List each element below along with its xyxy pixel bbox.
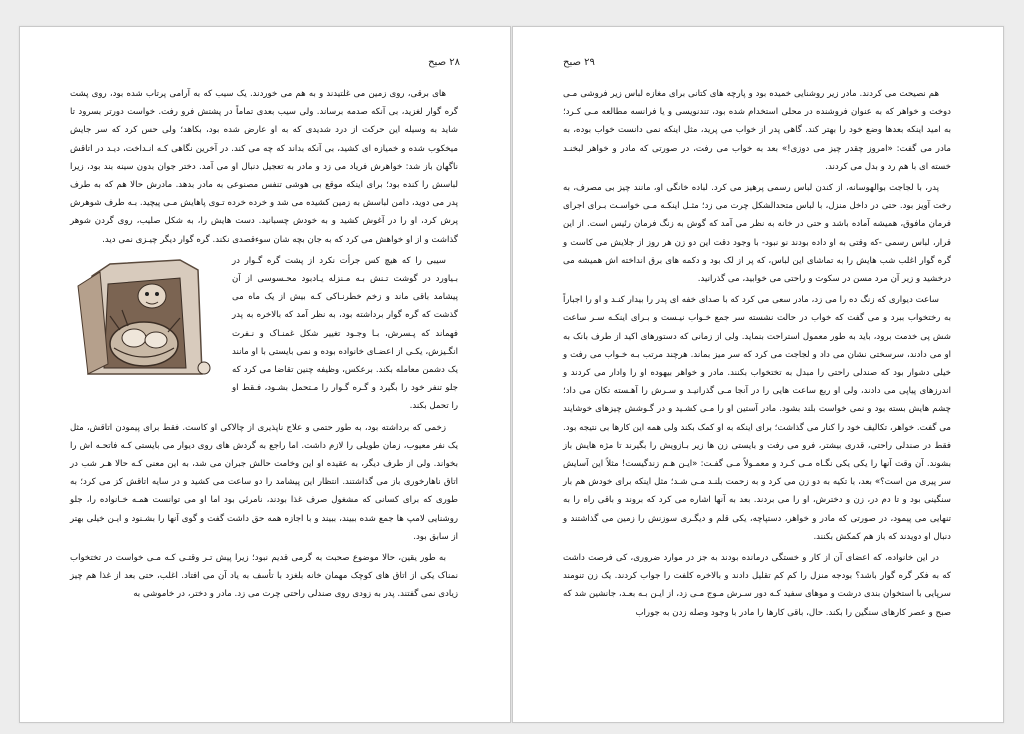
page-number-label: ۲۹ صبح <box>563 57 595 68</box>
page-header-left <box>428 57 460 68</box>
left-page <box>19 26 511 723</box>
gregor-illustration-icon <box>70 256 222 376</box>
illustration-image <box>70 256 222 376</box>
right-page <box>512 26 1004 723</box>
paragraph: پدر، با لجاجت بوالهوسانه، از کندن لباس رسمی پرهیز می کرد. لباده خانگی او، مانند چیز بی مصرف، به رخت آویز بود. حتی در داخل منزل، با لباس متحدالشکل چرت می زد؛ مثـل اینکـه مـی خواسـت بـرای اجرای فرمان مافوق، همیشه آماده باشد و حتی در خانه به نظر می آمد که گوش به زنگ فرمان رئیس است. از این قرار، لباس رسمی -که وقتی به او داده بودند نو نبود- با وجود دقت این دو زن هر روز از جلایش می کاست و گره گوار اغلب شب هایش را به تماشای این لباس، که پر از لک بود و دکمه های برق انداخته اش همیشه می درخشید و زیر آن مرد مسن در سکوت و راحتی می خوابید، می گذرانید. <box>563 183 951 285</box>
paragraph: زخمی که برداشته بود، به طور حتمی و علاج ناپذیری از چالاکی او کاست. فقط برای پیمودن اتاقش، مثل یک نفر معیوب، زمان طویلی را لازم داشت. اما راجع به گردش های روی دیوار می بایستی کـه فاتحـه اش را بخواند. ولی از طرف دیگر، به عقیده او این وخامت حالش جبران می شد، به این معنی کـه حالا هـر شب در اتاق ناهارخوری باز می گذاشتند. انتظار این پیشامد را دو ساعت می کشید و در سایه اتاقش کز می کرد؛ به طوری که برای کسانی که مشغول صرف غذا بودند، نامرئی بود اما او می توانست همـه خـانواده را، جلو روشنایی لامپ ها جمع شده ببیند، ببیند و با اجازه همه حق داشت گفت و گوی آنها را بشـنود و ایـن خیلی بهتر از سابق بود. <box>70 422 458 542</box>
page-header-right <box>563 57 595 68</box>
paragraph: های برقی، روی زمین می غلتیدند و به هم می خوردند. یک سیب که به آرامی پرتاب شده بود، روی پشت گره گوار لغزید، بی آنکه صدمه برساند. ولی سیب بعدی تماماً در پشتش فرو رفت. خواست دورتر بسرود تا شاید به وسیله این حرکت از درد شدیدی که به او عارض شده بود، بکاهد؛ ولی حس کرد که سر جایش میخکوب شده و خمیازه ای کشید، بی آنکه بداند که چه می کند. در آخرین نگاهی کـه انـداخت، دیـد در اتاقش ناگهان باز شد: خواهرش فریاد می زد و مادر به تعجیل دنبال او می آمد. دختر جوان بدون سینه بند بود، زیرا لباسش را کنده بود؛ برای اینکه موقع بی هوشی تنفس مصنوعی به مادر بدهد. مادرش حالا هم که به طرف پدر می دوید، دامن لباسش به زمین کشیده می شد و خرده خرده تـوی پاهایش مـی پیچید. بـه طرف شوهرش پرش کرد، او را در آغوش کشید و به خودش چسبانید. دست هایش را، به شکل صلیب، روی گردن شوهر گذاشت و از او خواهش می کرد که به جان بچه شان سوءقصدی نکند. گره گوار دیگر چیـزی نمی دید. <box>70 89 458 245</box>
paragraph: سیبی را که هیچ کس جرأت نکرد از پشت گره گـوار در بـیاورد در گوشت تـنش بـه مـنزله یـادبود محـسوسی از آن پیشامد باقی ماند و زخم خطرنـاکی کـه بیش از یک ماه می گذشت که گره گوار برداشته بود، به نظر آمد که بالاخره به پدر فهماند که پـسرش، بـا وجـود تغییر شکل غمنـاک و نـفرت انگـیزش، یکـی از اعضـای خانواده بوده و نمی بایستی با او مانند یک دشمن معامله بکند. برعکس، وظیفه چنین تقاضا می کرد که جلو تنفر خود را بگیرد و گـره گـوار را مـتحمل بشـود، فـقط او را تحمل بکند. <box>232 255 458 412</box>
paragraph: به طور یقین، حالا موضوع صحبت به گرمی قدیم نبود؛ زیرا پیش تـر وقتـی کـه مـی خواست در تختخواب نمناک یکی از اتاق های کوچک مهمان خانه بلغزد با تأسف به یاد آن می افتاد. اغلب، حتی بعد از غذا هم چیز زیادی نمی گفتند. پدر به زودی روی صندلی راحتی چرت می زد. مادر و دختر، در خاموشی به <box>70 553 458 600</box>
page-number-label: ۲۸ صبح <box>428 57 460 68</box>
page-body-left <box>70 85 458 607</box>
paragraph: هم نصیحت می کردند. مادر زیر روشنایی خمیده بود و پارچه های کتانی برای مغازه لباس زیر فروشی مـی دوخت و خواهر که به عنوان فروشنده در محلی استخدام شده بود، تندنویسی و یا فرانسه مطالعه مـی کـرد؛ به امید اینکه بعدها وضع خود را بهتر کند. گاهی پدر از خواب می پرید، مثل اینکه نمی دانست خواب بوده، به مادر می گفت: «امروز چقدر چیز می دوزی!» بعد به خواب می رفت، در صورتی که مادر و خواهر لبخنـد خسته ای با هم رد و بدل می کردند. <box>563 89 951 172</box>
page-body-right <box>563 85 951 625</box>
paragraph: در این خانواده، که اعضای آن از کار و خستگی درمانده بودند به جز در موارد ضروری، کی فرصت داشت که به فکر گره گوار باشد؟ بودجه منزل را کم کم تقلیل دادند و بالاخره کلفت را جواب کردند. یک زن تنومند سرپایی با استخوان بندی درشت و موهای سفید کـه دور سـرش مـوج مـی زد، از ایـن بـه بعـد، جانشین شد که صبح و عصر کارهای سنگین را بکند. حال، باقی کارها را مادر با وجود وصله زدن به جوراب <box>563 553 951 618</box>
paragraph: ساعت دیواری که زنگ ده را می زد، مادر سعی می کرد که با صدای خفه ای پدر را بیدار کنـد و او را اجباراً به رختخواب ببرد و می گفت که خواب در حالت نشسته سر جمع خـواب نیـست و بـرای اینکـه سـر ساعت شش پی خدمت برود، باید به طور معمول استراحت بنماید. ولی از زمانی که دستورهای اکید از طرف بانک به او می دادند، سرسختی نشان می داد و لجاجت می کرد که سر میز بماند. هرچند مرتب بـه خـواب می رفت و خیلی دشوار بود که صندلی راحتی را مبدل به تختخواب بکنند. مادر و خواهر بیهوده او را وادار می کردند و اندرزهای پیاپی می دادند، ولی او ربع ساعت هایی را در آنجا مـی گذرانیـد و سـرش را آهـسته تکان می داد؛ چشم هایش بسته بود و نمی خواست بلند بشود. مادر آستین او را مـی کشـید و در گـوشش چیزهای خوشایند می گفت. خواهر، تکالیف خود را کنار می گذاشت؛ برای اینکه به او کمک بکند ولی همه این کارها بی نتیجه بود. فقط در صندلی راحتی، قدری بیشتر، فرو می رفت و بایستی زن ها زیر بـازویش را بگیرند تا مژه هایش باز بشوند. آن وقت آنها را یکی یکی نگـاه مـی کـرد و معمـولاً مـی گفـت: «ایـن هـم زندگیست! مثلاً این آسایش سر پیری من است؟» بعد، با تکیه به دو زن می کرد و به زحمت بلنـد مـی شـد؛ مثل اینکه برای خودش هم بار سنگینی بود و تا دم در، زن و دخترش، او را می بردند. بعد به آنها اشاره می کرد که بروند و باقی راه را به تنهایی می پیمود، در صورتی که مادر و خواهر، دستپاچه، یکی قلم و دیگـری سوزنش را زمین می گذاشتند و دنبال او دویدند که باز هم کمکش بکنند. <box>563 295 951 542</box>
